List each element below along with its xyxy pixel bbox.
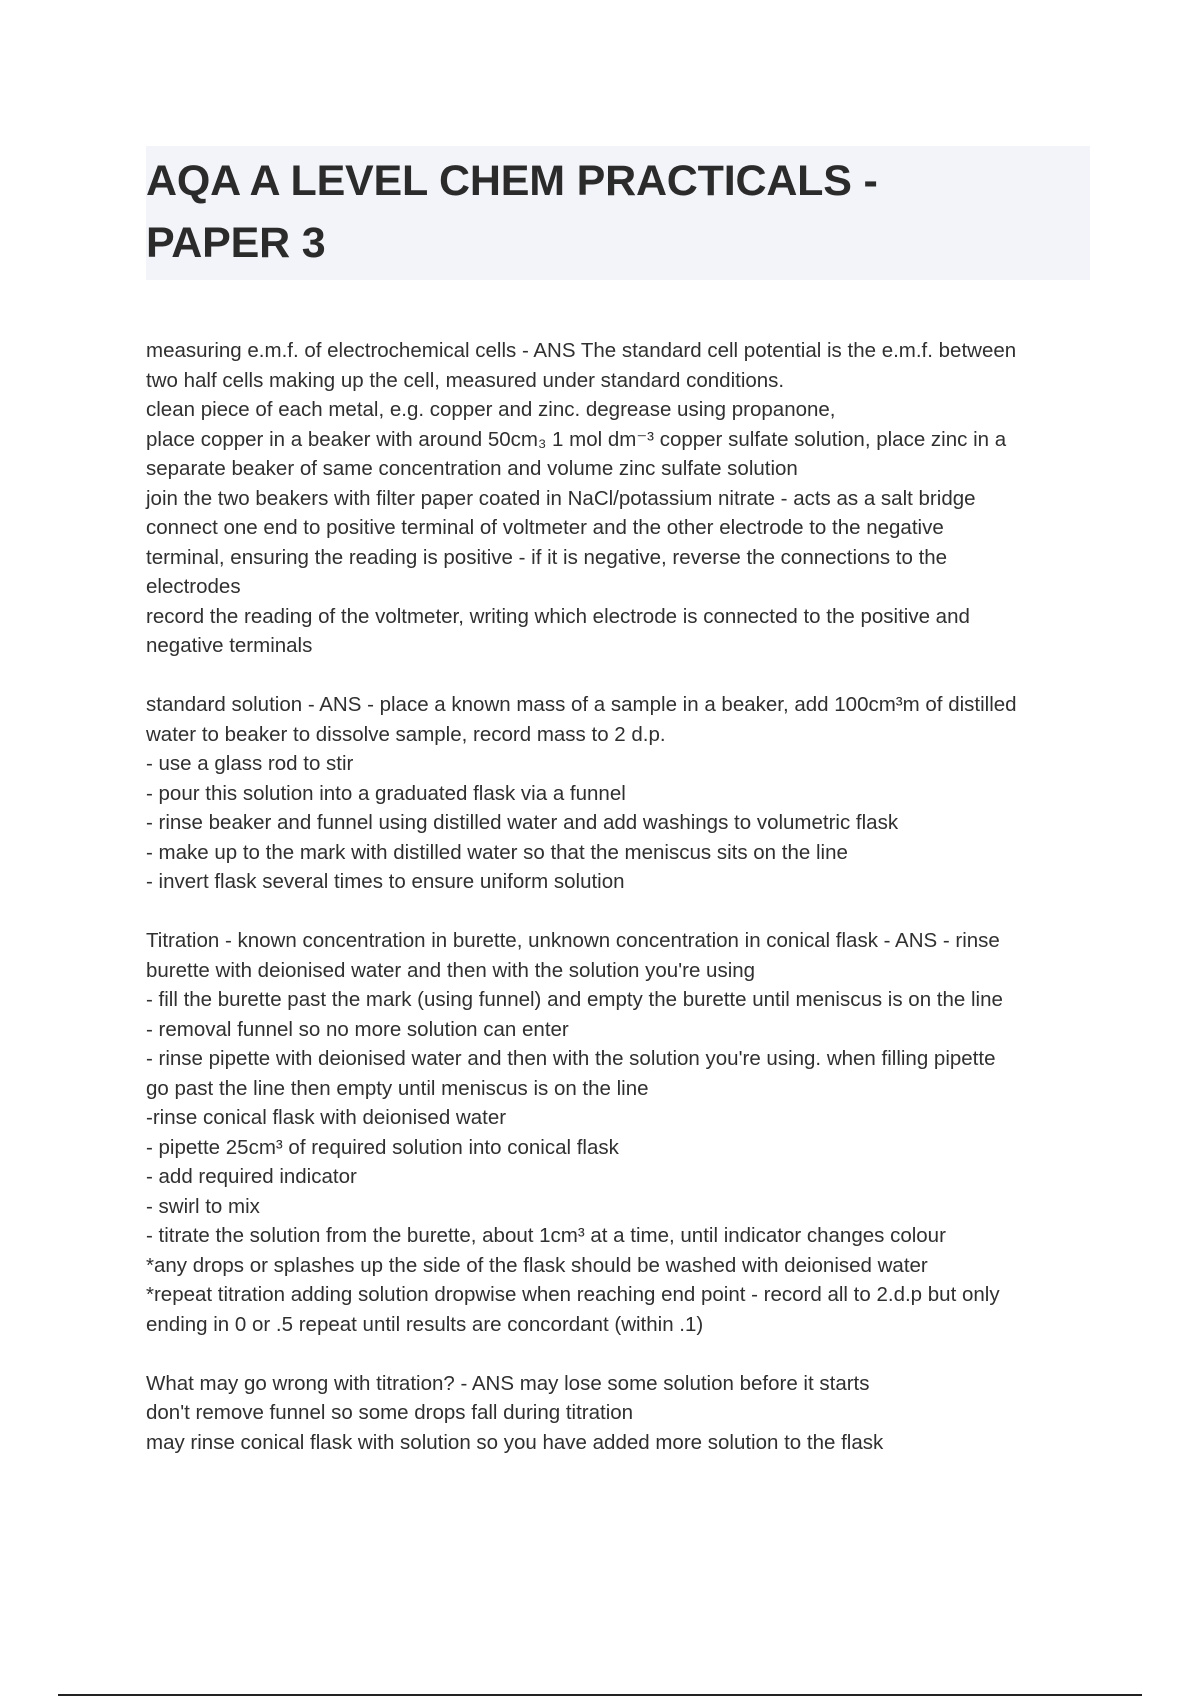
- text-line: - titrate the solution from the burette, about 1cm³ at a time, until indicator changes colour: [146, 1224, 946, 1247]
- text-line: -rinse conical flask with deionised water: [146, 1106, 507, 1129]
- text-line: - add required indicator: [146, 1165, 357, 1188]
- text-line: - fill the burette past the mark (using funnel) and empty the burette until meniscus is on the line: [146, 988, 1003, 1011]
- document-body: [146, 336, 1106, 1487]
- document-title: AQA A LEVEL CHEM PRACTICALS - PAPER 3: [146, 157, 878, 267]
- text-section: [146, 336, 1106, 661]
- text-line: electrodes: [146, 575, 241, 598]
- text-line: - rinse pipette with deionised water and then with the solution you're using. when filling pipette: [146, 1047, 996, 1070]
- text-line: *any drops or splashes up the side of the flask should be washed with deionised water: [146, 1253, 928, 1277]
- text-line: water to beaker to dissolve sample, record mass to 2 d.p.: [146, 722, 666, 746]
- text-line: - make up to the mark with distilled water so that the meniscus sits on the line: [146, 840, 848, 864]
- text-line: What may go wrong with titration? - ANS may lose some solution before it starts: [146, 1371, 870, 1395]
- text-line: Titration - known concentration in burette, unknown concentration in conical flask - ANS - rinse: [146, 929, 1000, 952]
- text-line: clean piece of each metal, e.g. copper and zinc. degrease using propanone,: [146, 398, 836, 421]
- footer-divider: [58, 1694, 1142, 1696]
- text-line: negative terminals: [146, 634, 313, 657]
- text-line: - pipette 25cm³ of required solution into conical flask: [146, 1135, 619, 1159]
- text-section: [146, 690, 1106, 897]
- text-line: burette with deionised water and then with the solution you're using: [146, 958, 756, 982]
- text-section: [146, 1369, 1106, 1458]
- text-line: terminal, ensuring the reading is positive - if it is negative, reverse the connections to the: [146, 545, 948, 569]
- text-line: - use a glass rod to stir: [146, 752, 354, 775]
- text-line: - rinse beaker and funnel using distilled water and add washings to volumetric flask: [146, 811, 899, 834]
- text-line: may rinse conical flask with solution so you have added more solution to the flask: [146, 1430, 884, 1454]
- text-line: two half cells making up the cell, measured under standard conditions.: [146, 368, 785, 392]
- text-line: separate beaker of same concentration and volume zinc sulfate solution: [146, 457, 798, 480]
- text-line: don't remove funnel so some drops fall during titration: [146, 1401, 634, 1424]
- text-line: standard solution - ANS - place a known mass of a sample in a beaker, add 100cm³m of distilled: [146, 693, 1017, 716]
- text-line: measuring e.m.f. of electrochemical cells - ANS The standard cell potential is the e.m.f. between: [146, 339, 1017, 362]
- text-line: place copper in a beaker with around 50cm₃ 1 mol dm⁻³ copper sulfate solution, place zinc in a: [146, 427, 1007, 451]
- text-line: join the two beakers with filter paper coated in NaCl/potassium nitrate - acts as a salt bridge: [146, 486, 976, 510]
- text-line: go past the line then empty until meniscus is on the line: [146, 1076, 649, 1100]
- text-line: - swirl to mix: [146, 1194, 260, 1218]
- title-banner: [146, 146, 1090, 280]
- text-line: - removal funnel so no more solution can enter: [146, 1017, 569, 1041]
- text-line: *repeat titration adding solution dropwise when reaching end point - record all to 2.d.p but only: [146, 1283, 1000, 1306]
- text-line: record the reading of the voltmeter, writing which electrode is connected to the positive and: [146, 604, 970, 628]
- text-line: - invert flask several times to ensure uniform solution: [146, 870, 625, 893]
- text-section: [146, 926, 1106, 1339]
- text-line: connect one end to positive terminal of voltmeter and the other electrode to the negative: [146, 516, 944, 539]
- text-line: - pour this solution into a graduated flask via a funnel: [146, 781, 626, 805]
- text-line: ending in 0 or .5 repeat until results are concordant (within .1): [146, 1312, 704, 1336]
